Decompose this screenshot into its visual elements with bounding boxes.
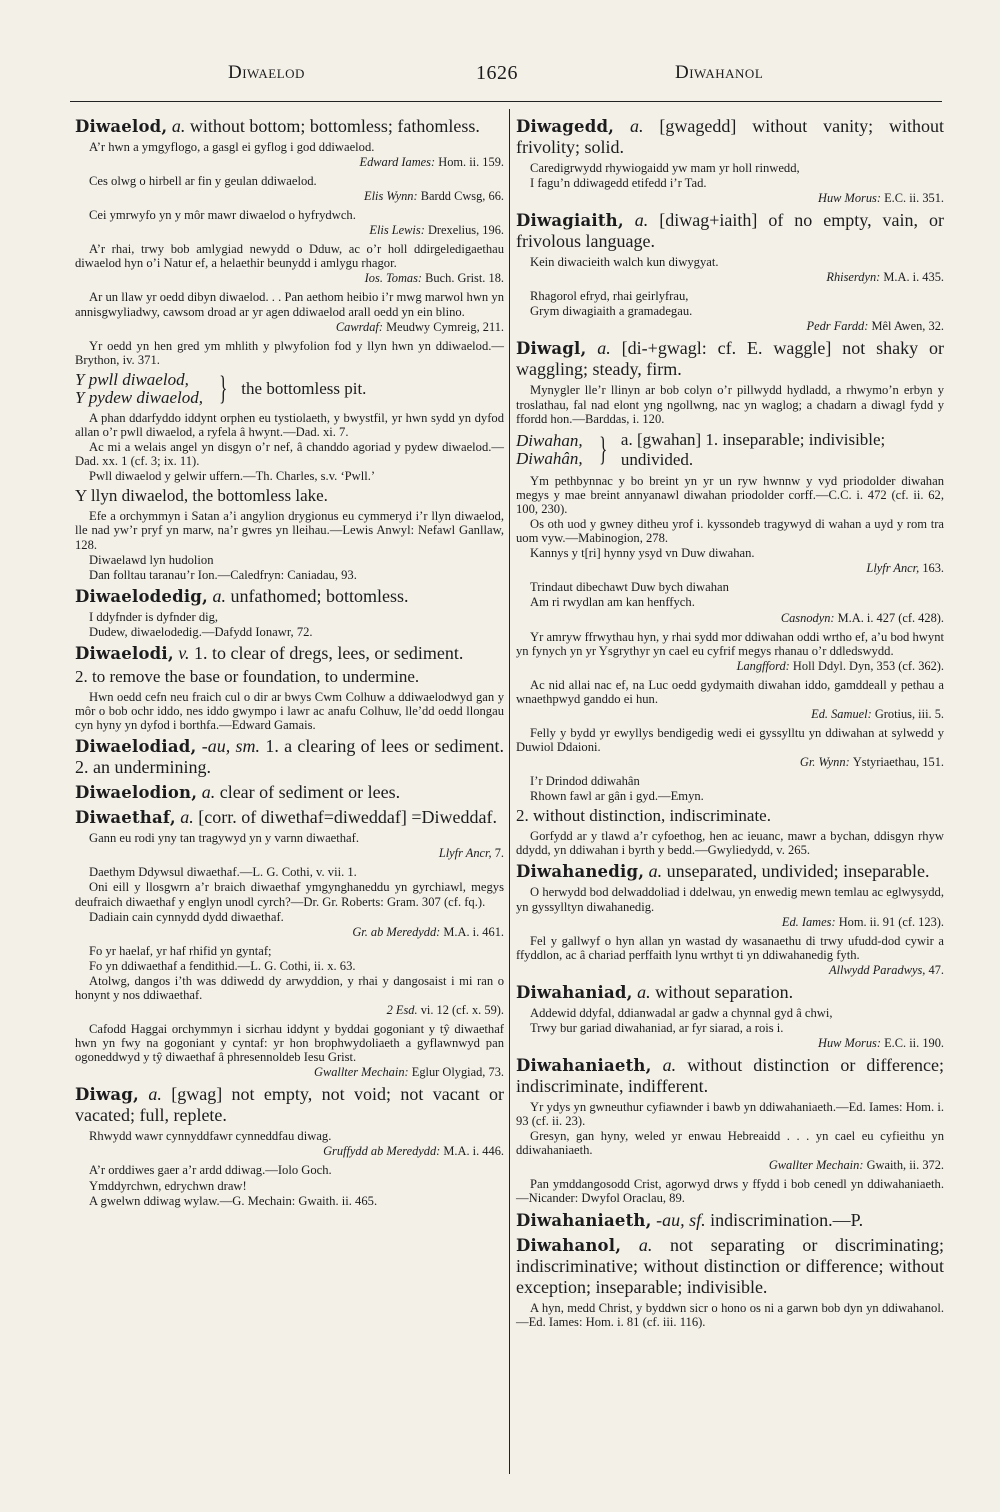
brace-terms bbox=[516, 432, 583, 468]
source-author: Gr. Wynn: bbox=[799, 755, 850, 770]
definition: 1. a clearing of lees or sediment. 2. an undermining. bbox=[75, 736, 504, 778]
page-header bbox=[70, 62, 942, 92]
headword: Diwaelodi, bbox=[75, 643, 174, 663]
source-author: Rhiserdyn: bbox=[826, 270, 881, 285]
source-author: Elis Wynn: bbox=[364, 189, 418, 204]
source-author: Llyfr Ancr, bbox=[438, 846, 492, 861]
header-right-word: Diwahanol bbox=[675, 62, 764, 83]
definition: unfathomed; bottomless. bbox=[230, 585, 409, 606]
source-author: Gr. ab Meredydd: bbox=[352, 924, 441, 939]
definition: [gwag] not empty, not void; not vacant or vacated; full, replete. bbox=[75, 1084, 505, 1126]
source-ref: M.A. i. 427 (cf. 428). bbox=[837, 610, 944, 625]
citation-source bbox=[516, 915, 944, 929]
citation-source bbox=[516, 611, 944, 625]
brace-gloss: the bottomless pit. bbox=[241, 378, 367, 398]
headword-entry bbox=[75, 736, 504, 778]
citation-text: Addewid ddyfal, ddianwadal ar gadw a chynnal gyd â chwi, bbox=[530, 1005, 833, 1020]
source-author: Cawrdaf: bbox=[335, 319, 383, 334]
source-author: Pedr Fardd: bbox=[806, 319, 869, 334]
citation-text: I fagu’n ddiwagedd etifedd i’r Tad. bbox=[530, 176, 707, 191]
citation-text: Gann eu rodi yny tan tragywyd yn y varnn diwaethaf. bbox=[89, 831, 359, 846]
source-author: Gwallter Mechain: bbox=[314, 1065, 409, 1080]
citation-source bbox=[75, 1003, 504, 1017]
headword-entry bbox=[516, 1210, 944, 1231]
part-of-speech: a. bbox=[201, 782, 216, 803]
part-of-speech: a. bbox=[180, 807, 194, 828]
source-ref: 7. bbox=[494, 846, 504, 861]
headword: Diwaethaf, bbox=[75, 808, 176, 828]
brace-term: Diwahân, bbox=[516, 448, 583, 468]
part-of-speech: a. bbox=[634, 210, 649, 231]
citation-text: A phan ddarfyddo iddynt orphen eu tystiolaeth, y bwystfil, yr hwn sydd yn dyfod allan o’r pwll diwaelod, a ryfela â hwynt.—Dad. xi. 7. bbox=[75, 410, 504, 439]
source-ref: M.A. i. 461. bbox=[443, 924, 504, 939]
source-author: Allwydd Paradwys, bbox=[829, 962, 926, 977]
citation-source bbox=[75, 271, 504, 285]
source-ref: E.C. ii. 351. bbox=[884, 191, 944, 206]
definition: indiscrimination.—P. bbox=[710, 1209, 864, 1230]
headword: Diwaelod, bbox=[75, 117, 168, 136]
source-author: Gruffydd ab Meredydd: bbox=[323, 1144, 441, 1159]
definition: not separating or discriminating; indiscriminative; without distinction or difference; without exception; inseparable; indivisible. bbox=[516, 1234, 944, 1297]
part-of-speech: a. bbox=[171, 116, 186, 136]
source-author: Edward Iames: bbox=[359, 155, 436, 170]
citation-source bbox=[516, 707, 944, 721]
citation-text: Oni eill y llosgwrn a’r braich diwaethaf ymgynghaneddu yn gyrchiawl, megys deufraich diwaethaf y englyn unodl cyrch?—Dr. Gr. Roberts: Gram. 307 (cf. fq.). bbox=[75, 880, 504, 909]
definition: without bottom; bottomless; fathomless. bbox=[189, 116, 480, 136]
definition: [corr. of diwethaf=diweddaf] =Diweddaf. bbox=[198, 807, 497, 828]
source-ref: Eglur Olygiad, 73. bbox=[411, 1065, 504, 1080]
source-ref: Meudwy Cymreig, 211. bbox=[386, 319, 504, 334]
citation-text: Yr ydys yn gwneuthur cyfiawnder i bawb yn ddiwahaniaeth.—Ed. Iames: Hom. i. 93 (cf. ii. 23). bbox=[516, 1100, 944, 1129]
definition: [gwagedd] without vanity; without frivolity; solid. bbox=[516, 116, 945, 157]
source-ref: Holl Ddyl. Dyn, 353 (cf. 362). bbox=[792, 658, 944, 673]
page-number: 1626 bbox=[476, 62, 518, 84]
source-ref: Grotius, iii. 5. bbox=[874, 706, 944, 721]
citation-text: Yr amryw ffrwythau hyn, y rhai sydd mor ddiwahan oddi wrtho ef, a’u bod hwynt yn fynych yn yr Ysgrythyr yn cael eu cyfrif megys rhanau o’r ddledswydd. bbox=[516, 629, 944, 658]
right-column bbox=[516, 112, 944, 1330]
source-author: Elis Lewis: bbox=[369, 223, 425, 238]
source-ref: 163. bbox=[922, 561, 944, 576]
headword-entry bbox=[516, 116, 944, 158]
part-of-speech: a. bbox=[597, 338, 611, 359]
headword: Diwahaniaeth, bbox=[516, 1056, 652, 1075]
source-author: Llyfr Ancr, bbox=[866, 561, 920, 576]
headword-entry bbox=[75, 807, 504, 828]
citation-text: Ymddyrchwn, edrychwn draw! bbox=[89, 1178, 247, 1193]
citation-text: Trwy bur gariad diwahaniad, ar fyr siarad, a rois i. bbox=[530, 1020, 784, 1035]
headword-entry bbox=[516, 338, 944, 380]
header-left-word: Diwaelod bbox=[228, 62, 305, 83]
source-author: 2 Esd. bbox=[386, 1003, 418, 1018]
definition: without separation. bbox=[655, 981, 794, 1002]
citation-source bbox=[516, 963, 944, 977]
citation-source bbox=[516, 561, 944, 575]
header-rule bbox=[70, 101, 942, 102]
source-ref: Hom. ii. 159. bbox=[438, 155, 504, 170]
source-author: Huw Morus: bbox=[818, 1036, 881, 1050]
sense-line: 2. to remove the base or foundation, to undermine. bbox=[75, 666, 420, 686]
citation-text: Atolwg, dangos i’th was ddiwedd dy arwyddion, y rhai y dangosaist i mi ran o honynt y nos ddiwaethaf. bbox=[75, 973, 504, 1002]
part-of-speech: a. bbox=[662, 1055, 677, 1075]
headword-entry bbox=[516, 982, 944, 1003]
sense-line: Y llyn diwaelod, the bottomless lake. bbox=[75, 486, 328, 506]
headword-entry bbox=[75, 1084, 504, 1126]
citation-text: Ces olwg o hirbell ar fin y geulan ddiwaelod. bbox=[89, 174, 317, 189]
citation-text: Rhagorol efryd, rhai geirlyfrau, bbox=[530, 289, 689, 304]
source-author: Casnodyn: bbox=[780, 610, 835, 625]
source-ref: 47. bbox=[928, 962, 944, 977]
citation-source bbox=[516, 659, 944, 673]
headword-entry bbox=[75, 782, 504, 803]
citation-text: Fo yr haelaf, yr haf rhifid yn gyntaf; bbox=[89, 943, 272, 958]
citation-text: Cafodd Haggai orchymmyn i sicrhau iddynt y byddai gogoniant y tŷ diwaethaf hwn yn fwy na gogoniant y cyntaf: yr hon brophwydoliaeth a gyflawnwyd pan ogoneddwyd y tŷ diwaethaf â phresennoldeb Iesu Grist. bbox=[75, 1022, 504, 1065]
brace-term: Y pydew diwaelod, bbox=[75, 387, 203, 407]
source-ref: M.A. i. 435. bbox=[883, 270, 944, 285]
citation-text: Fo yn ddiwaethaf a fendithid.—L. G. Cothi, ii. x. 63. bbox=[89, 958, 356, 973]
brace-symbol: } bbox=[219, 369, 228, 407]
brace-term: Diwahan, bbox=[516, 430, 583, 450]
headword: Diwaelodion, bbox=[75, 783, 198, 803]
citation-text: Am ri rwydlan am kan henffych. bbox=[530, 595, 695, 610]
source-ref: Bardd Cwsg, 66. bbox=[420, 189, 504, 204]
citation-text: Mynygler lle’r llinyn ar bob colyn o’r pillwydd hydladd, a rhwymo’n erbyn y troslathau, fal nad elont yng ngollwng, nac yn waglog; a chadarn a diwagl fydd y ffordd hon.—Barddas, i. 120. bbox=[516, 383, 944, 426]
citation-source bbox=[516, 191, 944, 205]
source-ref: M.A. i. 446. bbox=[443, 1144, 504, 1159]
citation-text: Pwll diwaelod y gelwir uffern.—Th. Charles, s.v. ‘Pwll.’ bbox=[89, 469, 376, 484]
source-author: Huw Morus: bbox=[818, 191, 881, 206]
citation-text: Hwn oedd cefn neu fraich cul o dir ar bwys Cwm Colhuw a ddiwaelodwyd gan y môr o bob ochr iddo, nes iddo gwympo i lawr ac anafu Colhuw, lle’dd oedd llongau cyn hyny yn dyfod i borthfa.—Edward Gamais. bbox=[75, 689, 504, 733]
source-author: Ed. Samuel: bbox=[811, 706, 872, 721]
citation-source bbox=[75, 320, 504, 334]
definition: 1. to clear of dregs, lees, or sediment. bbox=[193, 642, 464, 663]
headword: Diwaelodiad, bbox=[75, 737, 197, 757]
citation-text: Dan folltau taranau’r Ion.—Caledfryn: Caniadau, 93. bbox=[89, 567, 357, 582]
headword-entry bbox=[516, 1055, 944, 1097]
citation-text: Gorfydd ar y tlawd a’r cyfoethog, hen ac ieuanc, mawr a bychan, ddisgyn rhyw ddydd, yn ddiwahan i byrth y bedd.—Gwyliedydd, v. 265. bbox=[516, 829, 944, 858]
citation-source bbox=[75, 1065, 504, 1079]
headword: Diwagl, bbox=[516, 339, 587, 359]
citation-text: Kein diwacieith walch kun diwygyat. bbox=[530, 255, 719, 270]
source-author: Ios. Tomas: bbox=[364, 271, 423, 286]
left-column bbox=[75, 112, 504, 1209]
citation-source bbox=[75, 925, 504, 939]
column-divider bbox=[509, 109, 510, 1474]
headword-entry bbox=[516, 210, 944, 252]
source-author: Ed. Iames: bbox=[781, 914, 836, 929]
brace-terms bbox=[75, 371, 203, 407]
headword-entry bbox=[516, 1235, 944, 1298]
source-ref: Buch. Grist. 18. bbox=[425, 271, 504, 286]
headword-entry bbox=[75, 116, 504, 137]
citation-text: A’r orddiwes gaer a’r ardd ddiwag.—Iolo Goch. bbox=[89, 1163, 332, 1178]
citation-text: Ac nid allai nac ef, na Luc oedd gydymaith diwahan iddo, gamddeall y pethau a wnaethpwyd ganddo ei hun. bbox=[516, 677, 944, 706]
part-of-speech: a. bbox=[637, 981, 651, 1002]
source-ref: Ystyriaethau, 151. bbox=[852, 755, 944, 770]
source-ref: Drexelius, 196. bbox=[427, 223, 504, 238]
source-ref: vi. 12 (cf. x. 59). bbox=[420, 1003, 504, 1018]
citation-text: Diwaelawd lyn hudolion bbox=[89, 552, 214, 567]
citation-text: Yr oedd yn hen gred ym mhlith y plwyfolion fod y llyn hwn yn ddiwaelod.—Brython, iv. 371. bbox=[75, 338, 504, 367]
part-of-speech: v. bbox=[178, 642, 190, 663]
headword: Diwag, bbox=[75, 1085, 139, 1105]
part-of-speech: a. bbox=[648, 861, 663, 882]
citation-text: Grym diwagiaith a gramadegau. bbox=[530, 304, 693, 319]
citation-source bbox=[75, 223, 504, 237]
citation-source bbox=[516, 1036, 944, 1050]
source-ref: Hom. ii. 91 (cf. 123). bbox=[838, 914, 944, 929]
source-author: Langfford: bbox=[736, 658, 790, 673]
headword-entry bbox=[75, 586, 504, 607]
citation-text: Fel y gallwyf o hyn allan yn wastad dy wasanaethu di trwy ufudd-dod cywir a ffyddlon, ac â chariad perffaith lynu wrthyt ti yn ddiwahanedig fyth. bbox=[516, 933, 944, 962]
brace-group bbox=[516, 430, 944, 470]
citation-source bbox=[516, 270, 944, 284]
citation-source bbox=[75, 846, 504, 860]
source-ref: Mêl Awen, 32. bbox=[871, 319, 944, 334]
part-of-speech: -au, sf. bbox=[656, 1209, 706, 1230]
headword: Diwahanedig, bbox=[516, 862, 645, 882]
source-ref: E.C. ii. 190. bbox=[884, 1036, 944, 1050]
citation-source bbox=[516, 1158, 944, 1172]
source-author: Gwallter Mechain: bbox=[768, 1158, 864, 1173]
headword-entry bbox=[75, 643, 504, 664]
citation-source bbox=[75, 1144, 504, 1158]
headword: Diwagedd, bbox=[516, 117, 615, 136]
part-of-speech: a. bbox=[630, 116, 644, 136]
citation-text: Ym pethbynnac y bo breint yn yr un ryw hwnnw y vyd priodolder diwahan megys y mae breint annyanawl diwahan priodolder corff.—C.C. i. 472 (cf. ii. 62, 100, 230). bbox=[516, 473, 944, 516]
citation-text: Daethym Ddywsul diwaethaf.—L. G. Cothi, v. vii. 1. bbox=[89, 865, 357, 880]
definition: without distinction or difference; indiscriminate, indifferent. bbox=[516, 1055, 944, 1096]
definition: [di-+gwagl: cf. E. waggle] not shaky or waggling; steady, firm. bbox=[516, 338, 944, 380]
headword: Diwahaniad, bbox=[516, 982, 633, 1002]
citation-text: Rhown fawl ar gân i gyd.—Emyn. bbox=[530, 789, 704, 804]
citation-text: Ac mi a welais angel yn disgyn o’r nef, â chanddo agoriad y pydew diwaelod.—Dad. xx. 1 (cf. 3; ix. 11). bbox=[75, 440, 504, 469]
citation-text: Felly y bydd yr ewyllys bendigedig wedi ei gyssylltu yn ddiwahan at sylwedd y Duwiol Ddaioni. bbox=[516, 725, 944, 754]
citation-source bbox=[75, 189, 504, 203]
citation-text: Rhwydd wawr cynnyddfawr cynneddfau diwag. bbox=[89, 1129, 332, 1144]
citation-source bbox=[75, 155, 504, 169]
citation-text: Dudew, diwaelodedig.—Dafydd Ionawr, 72. bbox=[89, 624, 313, 639]
citation-source bbox=[516, 319, 944, 333]
brace-gloss: a. [gwahan] 1. inseparable; indivisible; undivided. bbox=[620, 429, 886, 469]
part-of-speech: a. bbox=[212, 585, 226, 606]
definition: clear of sediment or lees. bbox=[219, 782, 401, 803]
part-of-speech: a. bbox=[638, 1234, 653, 1255]
brace-symbol: } bbox=[598, 430, 607, 468]
citation-text: Dadiain cain cynnydd dydd diwaethaf. bbox=[89, 909, 284, 924]
source-ref: Gwaith, ii. 372. bbox=[866, 1158, 944, 1173]
citation-text: Ar un llaw yr oedd dibyn diwaelod. . . Pan aethom heibio i’r mwg marwol hwn yn annisgwyliadwy, cawsom droad ar yr agen ddiwaelod arall oedd yn ein blino. bbox=[75, 290, 504, 319]
headword: Diwaelodedig, bbox=[75, 586, 208, 606]
part-of-speech: -au, sm. bbox=[201, 736, 261, 757]
citation-text: Pan ymddangosodd Crist, agorwyd drws y ffydd i bob cenedl yn ddiwahaniaeth.—Nicander: Dwyfol Oraclau, 89. bbox=[516, 1177, 944, 1206]
headword: Diwahaniaeth, bbox=[516, 1210, 652, 1230]
citation-text: O herwydd bod delwaddoliad i ddelwau, yn enwedig mewn temlau ac eglwysydd, yn gyssylltyn diwahanedig. bbox=[516, 885, 944, 914]
citation-text: A’r rhai, trwy bob amlygiad newydd o Dduw, ac o’r holl ddirgeledigaethau diwaelod hyn o’i Natur ef, a helaethir beunydd i amlygu rhagor. bbox=[75, 242, 504, 271]
citation-text: A’r hwn a ymgyflogo, a gasgl ei gyflog i god ddiwaelod. bbox=[89, 140, 375, 154]
citation-text: Gresyn, gan hyny, weled yr enwau Hebreaidd . . . yn cael eu cyfieithu yn ddiwahaniaeth. bbox=[516, 1129, 944, 1158]
citation-text: Efe a orchymmyn i Satan a’i angylion drygionus eu cymmeryd i’r llyn diwaelod, lle nad yw’r pryf yn marw, na’r gwres yn lleihau.—Lewis Anwyl: Nefawl Ganllaw, 128. bbox=[75, 509, 504, 552]
headword: Diwagiaith, bbox=[516, 211, 624, 231]
headword-entry bbox=[516, 861, 944, 882]
citation-text: A hyn, medd Christ, y byddwn sicr o hono os ni a garwn bob dyn yn ddiwahanol.—Ed. Iames: Hom. i. 81 (cf. iii. 116). bbox=[516, 1300, 944, 1329]
part-of-speech: a. bbox=[148, 1084, 162, 1105]
citation-text: I’r Drindod ddiwahân bbox=[530, 774, 640, 789]
brace-term: Y pwll diwaelod, bbox=[75, 369, 189, 389]
citation-text: A gwelwn ddiwag wylaw.—G. Mechain: Gwaith. ii. 465. bbox=[89, 1193, 378, 1208]
definition: unseparated, undivided; inseparable. bbox=[666, 861, 930, 882]
citation-text: Kannys y t[ri] hynny ysyd vn Duw diwahan. bbox=[530, 546, 755, 561]
citation-text: Cei ymrwyfo yn y môr mawr diwaelod o hyfrydwch. bbox=[89, 208, 356, 223]
citation-source bbox=[516, 755, 944, 769]
sense-line: 2. without distinction, indiscriminate. bbox=[516, 806, 771, 826]
citation-text: Trindaut dibechawt Duw bych diwahan bbox=[530, 580, 729, 595]
citation-text: Os oth uod y gwney ditheu yrof i. kyssondeb tragywyd di wahan a uyd y rom tra uom vyw.—Mabinogion, 278. bbox=[516, 517, 944, 546]
definition: [diwag+iaith] of no empty, vain, or frivolous language. bbox=[516, 210, 945, 252]
headword: Diwahanol, bbox=[516, 1235, 622, 1255]
brace-group bbox=[75, 371, 504, 407]
citation-text: Caredigrwydd rhywiogaidd yw mam yr holl rinwedd, bbox=[530, 161, 800, 175]
citation-text: I ddyfnder is dyfnder dig, bbox=[89, 609, 219, 624]
